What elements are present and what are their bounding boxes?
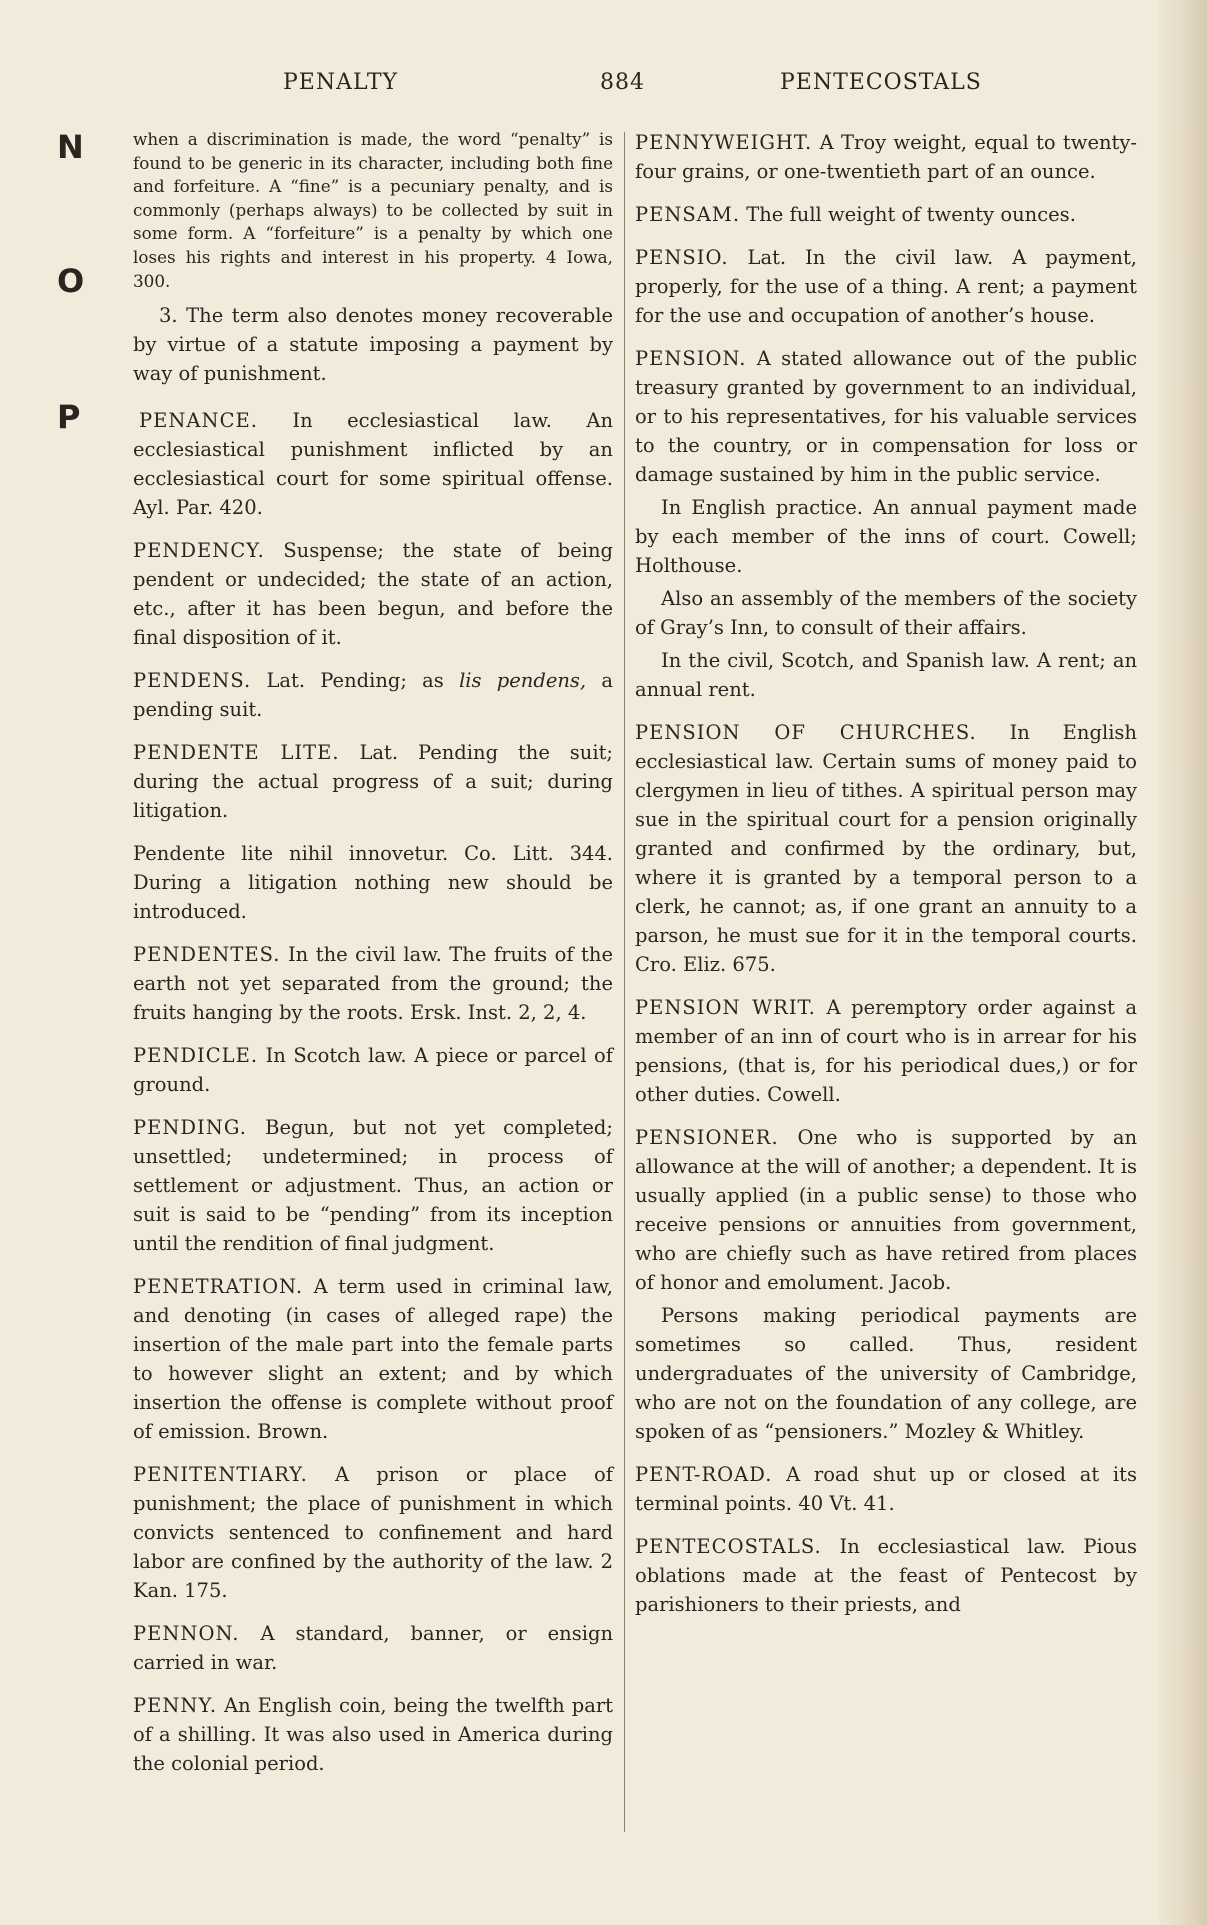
headword: PENSIONER. bbox=[635, 1126, 779, 1149]
definition: One who is supported by an allowance at the will of another; a dependent. It is usually applied (in a public sense) to those who receive pensions or annuities from government, who are chiefly such as have retired from places of honor and emolument. Jacob. bbox=[635, 1126, 1138, 1294]
entry-penetration bbox=[133, 1272, 613, 1446]
definition: Lat. In the civil law. A payment, properly, for the use of a thing. A rent; a payment for the use and occupation of another’s house. bbox=[635, 246, 1137, 327]
headword: PENSION WRIT. bbox=[635, 996, 816, 1019]
entry-pendicle bbox=[133, 1041, 613, 1099]
definition: In English ecclesiastical law. Certain sums of money paid to clergymen in lieu of tithes. A spiritual person may sue in the spiritual court for a pension originally granted and confirmed by the ordinary, but, where it is granted by a temporal person to a clerk, he cannot; as, if one grant an annuity to a parson, he must sue for it in the temporal courts. Cro. Eliz. 675. bbox=[635, 721, 1137, 976]
page-number: 884 bbox=[600, 70, 645, 95]
running-header bbox=[0, 70, 1207, 104]
definition: A stated allowance out of the public treasury granted by government to an individual, or to his representatives, for his valuable services to the country, or in compensation for loss or damage sustained by him in the public service. bbox=[635, 347, 1137, 486]
headword: PENDENCY. bbox=[133, 539, 265, 563]
entry-pendens bbox=[133, 666, 613, 724]
headword: PENSAM. bbox=[635, 203, 741, 226]
definition: A prison or place of punishment; the place of punishment in which convicts sentenced to confinement and hard labor are confined by the authority of the law. 2 Kan. 175. bbox=[133, 1463, 613, 1603]
headword: PENDENTES. bbox=[133, 943, 281, 967]
headword: PENANCE. bbox=[139, 409, 258, 433]
definition: Lat. Pending the suit; during the actual progress of a suit; during litigation. bbox=[133, 741, 613, 823]
pension-sense-4: In the civil, Scotch, and Spanish law. A rent; an annual rent. bbox=[635, 649, 1137, 701]
thumb-tab-p: P bbox=[57, 398, 81, 436]
definition: Lat. Pending; as bbox=[266, 669, 444, 693]
header-first-word: PENALTY bbox=[283, 70, 399, 95]
definition: In Scotch law. A piece or parcel of ground. bbox=[133, 1044, 614, 1097]
definition: A peremptory order against a member of an inn of court who is in arrear for his pensions, (that is, for his periodical dues,) or for other duties. Cowell. bbox=[635, 996, 1137, 1106]
headword: PENDING. bbox=[133, 1116, 247, 1140]
thumb-tab-n: N bbox=[57, 128, 84, 166]
definition: The full weight of twenty ounces. bbox=[746, 203, 1076, 226]
definition: In the civil law. The fruits of the earth not yet separated from the ground; the fruits hanging by the roots. Ersk. Inst. 2, 2, 4. bbox=[133, 943, 613, 1025]
definition: A standard, banner, or ensign carried in war. bbox=[133, 1622, 614, 1675]
definition: In ecclesiastical law. Pious oblations made at the feast of Pentecost by parishioners to their priests, and bbox=[635, 1535, 1137, 1616]
headword: PENETRATION. bbox=[133, 1275, 304, 1299]
headword: PENDENTE LITE. bbox=[133, 741, 340, 765]
entry-pending bbox=[133, 1113, 613, 1258]
definition: Co. Litt. 344. During a litigation nothing new should be introduced. bbox=[133, 842, 613, 924]
entry-pensam bbox=[635, 200, 1137, 229]
thumb-tab-o: O bbox=[57, 262, 85, 300]
entry-pensioner bbox=[635, 1123, 1137, 1297]
headword: PENNYWEIGHT. bbox=[635, 131, 813, 154]
column-divider bbox=[624, 132, 625, 1832]
headword: PENT-ROAD. bbox=[635, 1463, 773, 1486]
right-column bbox=[635, 128, 1137, 1633]
pension-sense-2: In English practice. An annual payment made by each member of the inns of court. Cowell; Holthouse. bbox=[635, 496, 1137, 577]
entry-pension bbox=[635, 344, 1137, 489]
definition-end: a pending suit. bbox=[133, 669, 614, 722]
entry-pensio bbox=[635, 243, 1137, 330]
definition: A road shut up or closed at its terminal points. 40 Vt. 41. bbox=[635, 1463, 1137, 1515]
headword: PENNON. bbox=[133, 1622, 240, 1646]
definition: A Troy weight, equal to twenty-four grains, or one-twentieth part of an ounce. bbox=[635, 131, 1137, 183]
headword: PENSIO. bbox=[635, 246, 729, 269]
entry-pension-writ bbox=[635, 993, 1137, 1109]
headword: PENDENS. bbox=[133, 669, 252, 693]
entry-pendente-lite bbox=[133, 738, 613, 825]
entry-penitentiary bbox=[133, 1460, 613, 1605]
headword: PENDICLE. bbox=[133, 1044, 259, 1068]
numbered-paragraph: 3. The term also denotes money recoverable by virtue of a statute imposing a payment by way of punishment. bbox=[133, 304, 613, 386]
header-last-word: PENTECOSTALS bbox=[780, 70, 982, 95]
definition: An English coin, being the twelfth part of a shilling. It was also used in America during the colonial period. bbox=[133, 1694, 613, 1776]
headword: PENITENTIARY. bbox=[133, 1463, 308, 1487]
entry-penance bbox=[133, 406, 613, 522]
entry-pennyweight bbox=[635, 128, 1137, 186]
entry-pentecostals bbox=[635, 1532, 1137, 1619]
pensioner-sense-2: Persons making periodical payments are sometimes so called. Thus, resident undergraduates of the university of Cambridge, who are not on the foundation of any college, are spoken of as “pensioners.” Mozley & Whitley. bbox=[635, 1304, 1137, 1443]
entry-pent-road bbox=[635, 1460, 1137, 1518]
pension-sense-3: Also an assembly of the members of the society of Gray’s Inn, to consult of their affairs. bbox=[635, 587, 1137, 639]
entry-pennon bbox=[133, 1619, 613, 1677]
definition: Begun, but not yet completed; unsettled; undetermined; in process of settlement or adjustment. Thus, an action or suit is said to be “pending” from its inception until the rendition of final judgment. bbox=[133, 1116, 613, 1256]
headword: PENSION OF CHURCHES. bbox=[635, 721, 977, 744]
definition: Suspense; the state of being pendent or undecided; the state of an action, etc., after it has been begun, and before the final disposition of it. bbox=[133, 539, 613, 650]
entry-pendentes bbox=[133, 940, 613, 1027]
headword: PENSION. bbox=[635, 347, 747, 370]
maxim-headword: Pendente lite nihil innovetur. bbox=[133, 842, 449, 866]
definition: In ecclesiastical law. An ecclesiastical punishment inflicted by an ecclesiastical court for some spiritual offense. Ayl. Par. 420. bbox=[133, 409, 614, 520]
entry-penny bbox=[133, 1691, 613, 1778]
continuation-text: when a discrimination is made, the word “penalty” is found to be generic in its character, including both fine and forfeiture. A “fine” is a pecuniary penalty, and is commonly (perhaps always) to be collected by suit in some form. A “forfeiture” is a penalty by which one loses his rights and interest in his property. 4 Iowa, 300. bbox=[133, 129, 613, 291]
entry-pension-of-churches bbox=[635, 718, 1137, 979]
definition: A term used in criminal law, and denoting (in cases of alleged rape) the insertion of the male part into the female parts to however slight an extent; and by which insertion the offense is complete without proof of emission. Brown. bbox=[133, 1275, 614, 1444]
left-column bbox=[133, 128, 613, 1792]
headword: PENNY. bbox=[133, 1694, 218, 1718]
italic-term: lis pendens, bbox=[459, 669, 587, 693]
page-edge-shadow bbox=[1159, 0, 1207, 1925]
headword: PENTECOSTALS. bbox=[635, 1535, 822, 1558]
entry-maxim bbox=[133, 839, 613, 926]
entry-pendency bbox=[133, 536, 613, 652]
